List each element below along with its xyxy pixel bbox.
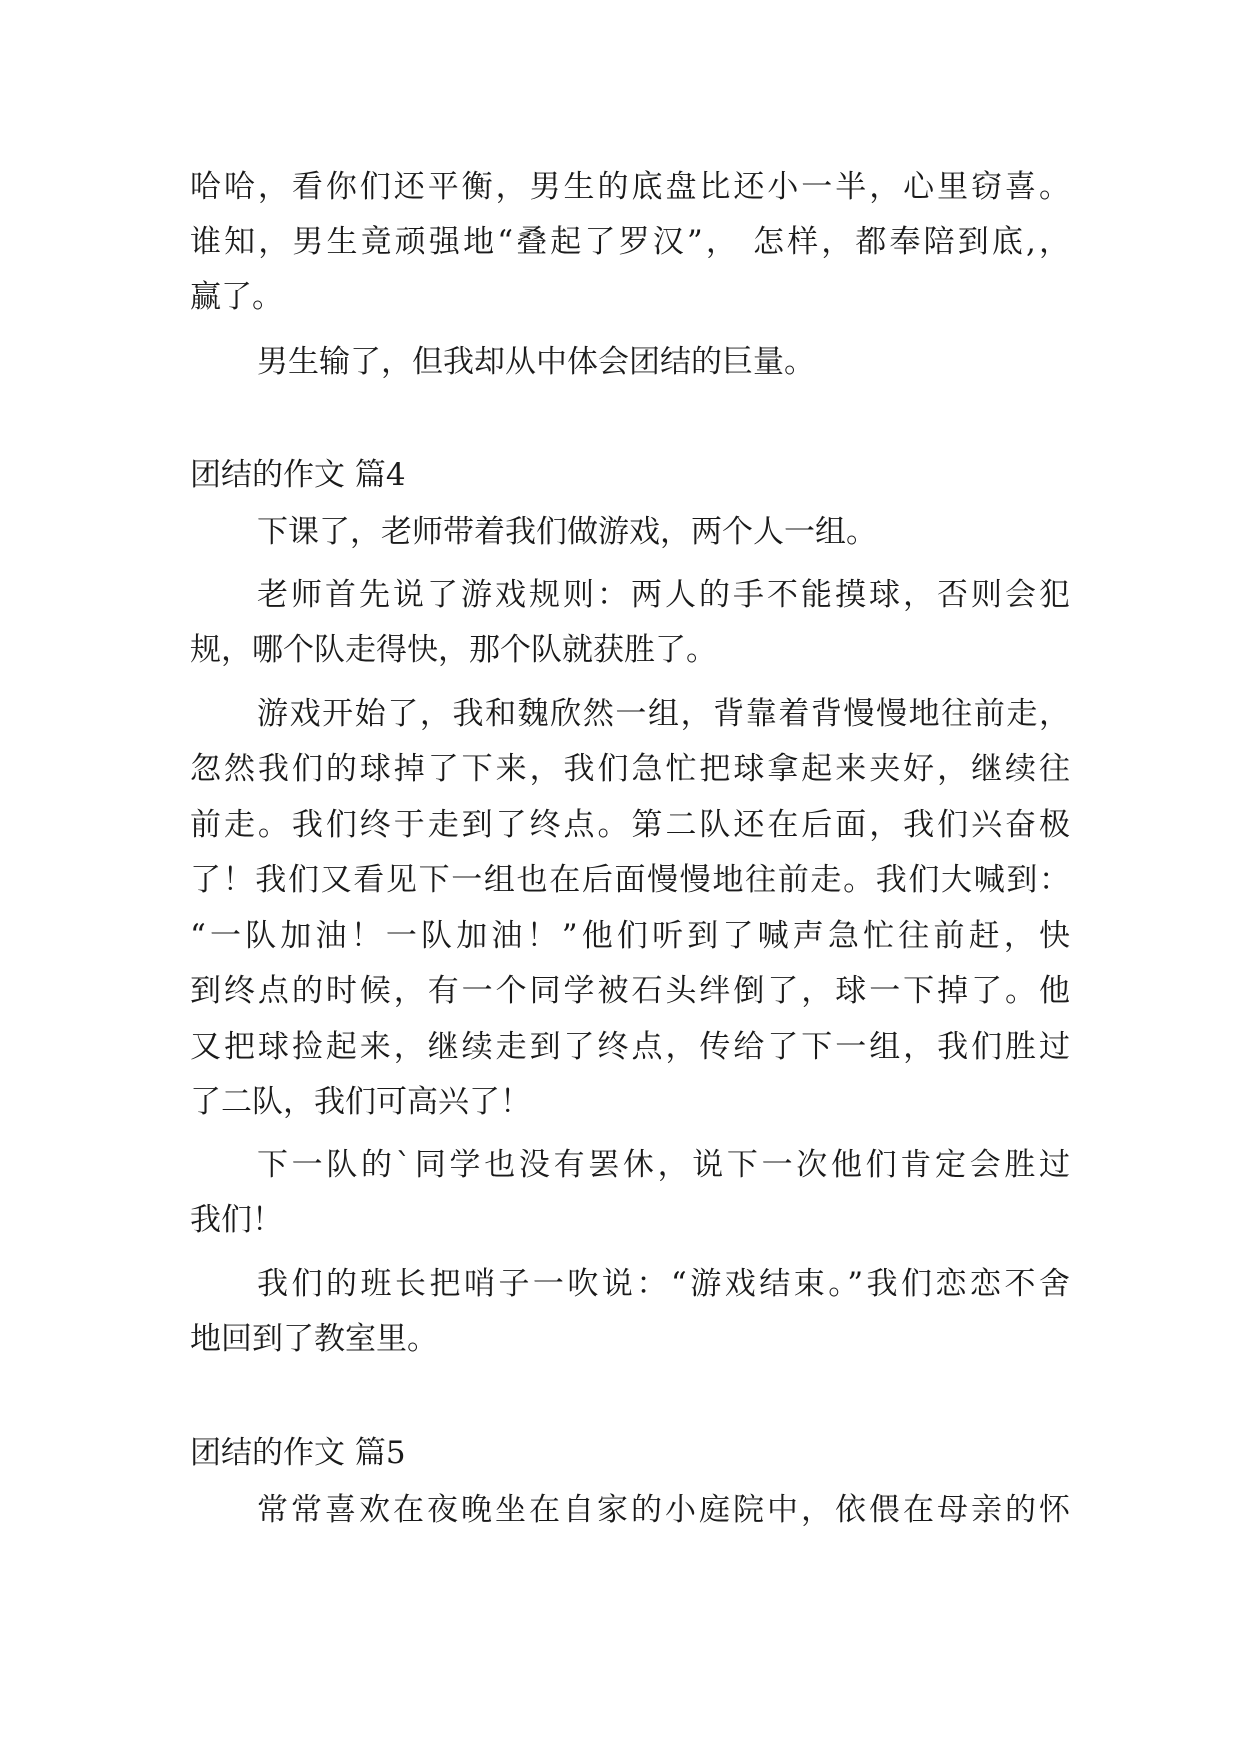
text-line: 前走。我们终于走到了终点。第二队还在后面，我们兴奋极	[190, 807, 1070, 843]
text-line: “一队加油！一队加油！”他们听到了喊声急忙往前赶，快	[190, 918, 1070, 954]
text-line: 谁知，男生竟顽强地“叠起了罗汉”， 怎样，都奉陪到底,，	[190, 224, 1070, 260]
text-line: 常常喜欢在夜晚坐在自家的小庭院中，依偎在母亲的怀	[257, 1492, 1070, 1528]
text-line: 哈哈，看你们还平衡，男生的底盘比还小一半，心里窃喜。	[190, 169, 1070, 205]
text-line: 赢了。	[190, 279, 283, 315]
section-heading: 团结的作文 篇5	[190, 1435, 406, 1471]
text-line: 下课了，老师带着我们做游戏，两个人一组。	[257, 514, 877, 550]
text-line: 老师首先说了游戏规则：两人的手不能摸球，否则会犯	[257, 577, 1070, 613]
text-line: 了二队，我们可高兴了！	[190, 1084, 531, 1120]
text-line: 了！我们又看见下一组也在后面慢慢地往前走。我们大喊到：	[190, 862, 1070, 898]
text-line: 忽然我们的球掉了下来，我们急忙把球拿起来夹好，继续往	[190, 751, 1070, 787]
text-line: 又把球捡起来，继续走到了终点，传给了下一组，我们胜过	[190, 1029, 1070, 1065]
section-heading: 团结的作文 篇4	[190, 457, 406, 493]
text-line: 地回到了教室里。	[190, 1321, 438, 1357]
text-line: 男生输了，但我却从中体会团结的巨量。	[257, 344, 815, 380]
text-line: 我们！	[190, 1202, 283, 1238]
text-line: 下一队的`同学也没有罢休，说下一次他们肯定会胜过	[257, 1147, 1070, 1183]
text-line: 我们的班长把哨子一吹说：“游戏结束。”我们恋恋不舍	[257, 1266, 1070, 1302]
text-line: 游戏开始了，我和魏欣然一组，背靠着背慢慢地往前走，	[257, 696, 1070, 732]
text-line: 规，哪个队走得快，那个队就获胜了。	[190, 632, 717, 668]
text-line: 到终点的时候，有一个同学被石头绊倒了，球一下掉了。他	[190, 973, 1070, 1009]
